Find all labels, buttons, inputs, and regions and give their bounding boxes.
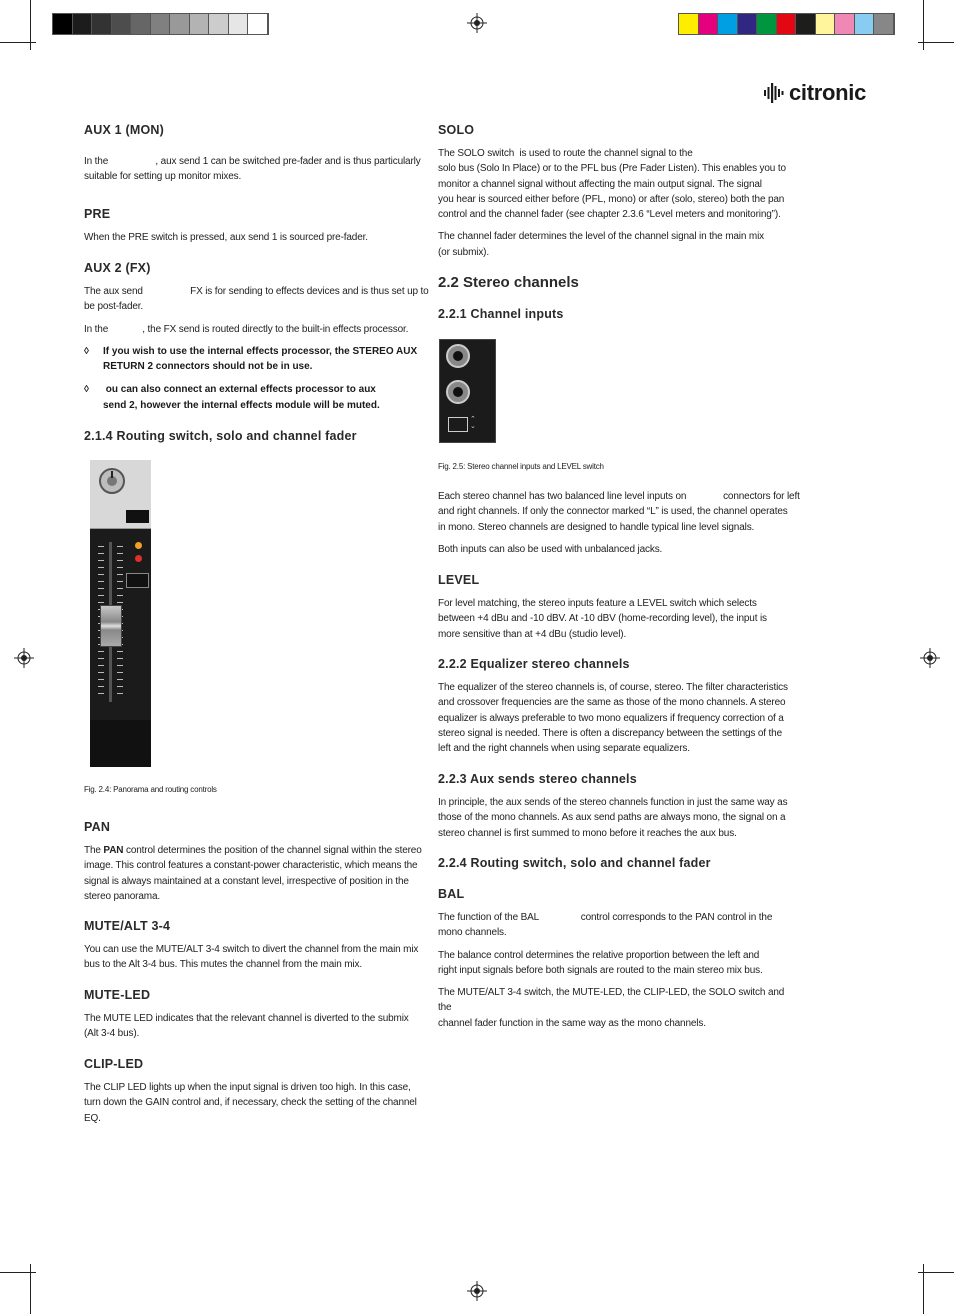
section-solo [438, 122, 798, 260]
color-swatch [679, 14, 699, 34]
clip-led-icon [135, 555, 142, 562]
gray-swatch [190, 14, 210, 34]
fader-tick [117, 693, 123, 694]
gray-swatch [112, 14, 132, 34]
aux1-body [84, 154, 429, 185]
text-line: turn down the GAIN control and, if necessary, check the setting of the channel EQ. [84, 1097, 417, 1124]
level-arrows-icon: ⌃ ⌄ [470, 416, 476, 430]
mute-alt-switch [126, 510, 149, 523]
text-line: In the , the FX send is routed directly to the built-in effects processor. [84, 323, 409, 335]
heading-routing-stereo: 2.2.4 Routing switch, solo and channel fader [438, 856, 711, 870]
text-line: The MUTE LED indicates that the relevant channel is diverted to the submix [84, 1013, 409, 1024]
crop-mark [918, 42, 954, 43]
heading-routing-mono: 2.1.4 Routing switch, solo and channel fader [84, 429, 357, 443]
fader-tick [117, 574, 123, 575]
fader-tick [117, 581, 123, 582]
text-line: The aux send FX is for sending to effects devices and is thus set up to [84, 286, 429, 297]
bullet-diamond-icon: ◊ [84, 384, 89, 396]
citronic-logo [764, 80, 866, 106]
registration-mark-icon [920, 648, 940, 668]
crop-mark [0, 1272, 36, 1273]
text-line: solo bus (Solo In Place) or to the PFL bus (Pre Fader Listen). This enables you to [438, 163, 786, 175]
text-line: and crossover frequencies are the same as those of the mono channels. A stereo [438, 697, 786, 709]
gray-swatch [209, 14, 229, 34]
text-line: The CLIP LED lights up when the input signal is driven too high. In this case, [84, 1082, 411, 1093]
text-line: You can use the MUTE/ALT 3-4 switch to divert the channel from the main mix [84, 944, 419, 955]
section-routing-mono [84, 428, 429, 444]
heading-aux2: AUX 2 (FX) [84, 261, 151, 275]
logo-wordmark: citronic [789, 80, 867, 105]
section-pre [84, 206, 429, 245]
registration-mark-icon [467, 13, 487, 33]
heading-eq-stereo: 2.2.2 Equalizer stereo channels [438, 657, 630, 671]
fader-tick [117, 679, 123, 680]
section-aux2 [84, 260, 429, 413]
grayscale-calibration-bar [52, 13, 269, 35]
section-pan [84, 819, 429, 904]
fader-tick [98, 651, 104, 652]
fader-tick [117, 672, 123, 673]
text-line: The MUTE/ALT 3-4 switch, the MUTE-LED, the CLIP-LED, the SOLO switch and the [438, 987, 785, 1014]
inputs-body [438, 489, 798, 557]
text-line: The equalizer of the stereo channels is, of course, stereo. The filter characteristics [438, 682, 788, 693]
color-swatch [835, 14, 855, 34]
fader-tick [98, 658, 104, 659]
left-column [84, 122, 429, 185]
text-line: The PAN control determines the position of the channel signal within the stereo [84, 845, 422, 856]
heading-mute-alt: MUTE/ALT 3-4 [84, 919, 171, 933]
fader-tick [117, 602, 123, 603]
fader-tick [117, 588, 123, 589]
text-line: The channel fader determines the level of the channel signal in the main mix [438, 231, 765, 243]
gray-swatch [170, 14, 190, 34]
heading-aux-stereo: 2.2.3 Aux sends stereo channels [438, 772, 637, 786]
text-line: If you wish to use the internal effects processor, the STEREO AUX [103, 345, 418, 357]
text-line: stereo panorama. [84, 890, 160, 902]
text-line: send 2, however the internal effects module will be muted. [103, 399, 380, 411]
section-mute-alt [84, 918, 429, 973]
fader-tick [98, 553, 104, 554]
text-line: The SOLO switch is used to route the channel signal to the [438, 148, 693, 159]
fader-tick [98, 665, 104, 666]
heading-mute-led: MUTE-LED [84, 988, 151, 1002]
fader-tick [98, 679, 104, 680]
fader-tick [117, 686, 123, 687]
section-mute-led [84, 987, 429, 1042]
text-line: signal is always maintained at a constant level, irrespective of position in the [84, 875, 409, 887]
bullet-item [84, 344, 429, 375]
heading-solo: SOLO [438, 123, 475, 137]
color-swatch [718, 14, 738, 34]
registration-mark-icon [14, 648, 34, 668]
color-swatch [796, 14, 816, 34]
fader-tick [98, 693, 104, 694]
heading-bal: BAL [438, 887, 465, 901]
section-stereo-channels [438, 273, 798, 293]
section-level [438, 572, 798, 642]
waveform-icon [764, 82, 786, 104]
text-line: stereo channel is first summed to mono before it reaches the aux bus. [438, 827, 737, 839]
fader-tick [117, 546, 123, 547]
text-line: The function of the BAL control corresponds to the PAN control in the [438, 912, 773, 923]
section-eq-stereo [438, 656, 798, 756]
section-clip-led [84, 1056, 434, 1126]
text-line: In the , aux send 1 can be switched pre-fader and is thus particularly [84, 156, 421, 167]
color-swatch [816, 14, 836, 34]
crop-mark [0, 42, 36, 43]
level-switch [448, 417, 468, 432]
text-line: Each stereo channel has two balanced line level inputs on connectors for left [438, 491, 800, 502]
figure-panorama-routing [90, 460, 151, 767]
fader-tick [117, 567, 123, 568]
pan-knob-icon [99, 468, 125, 494]
section-aux-stereo [438, 771, 798, 841]
text-line: control and the channel fader (see chapter 2.3.6 “Level meters and monitoring”). [438, 209, 781, 221]
crop-mark [918, 1272, 954, 1273]
section-channel-inputs [438, 306, 798, 322]
fader-tick [98, 686, 104, 687]
solo-switch [126, 573, 149, 588]
text-line: image. This control features a constant-power characteristic, which means the [84, 860, 418, 872]
text-line: RETURN 2 connectors should not be in use. [103, 361, 313, 373]
process-color-calibration-bar [678, 13, 895, 35]
bullet-item [84, 382, 429, 413]
section-bal [438, 886, 798, 1031]
heading-pre: PRE [84, 207, 111, 221]
color-swatch [874, 14, 894, 34]
fader-tick [117, 658, 123, 659]
fader-tick [117, 665, 123, 666]
heading-aux1: AUX 1 (MON) [84, 123, 164, 137]
text-line: In principle, the aux sends of the stereo channels function in just the same way as [438, 797, 788, 808]
text-line: be post-fader. [84, 301, 144, 313]
caption-fig-2-4: Fig. 2.4: Panorama and routing controls [84, 785, 217, 794]
text-line: mono channels. [438, 927, 507, 939]
fader-tick [98, 672, 104, 673]
gray-swatch [151, 14, 171, 34]
fader-tick [98, 546, 104, 547]
text-line: (Alt 3-4 bus). [84, 1028, 140, 1040]
fader-tick [98, 560, 104, 561]
text-line: suitable for setting up monitor mixes. [84, 171, 242, 183]
fader-tick [117, 595, 123, 596]
gray-swatch [229, 14, 249, 34]
gray-swatch [92, 14, 112, 34]
gray-swatch [131, 14, 151, 34]
caption-fig-2-5: Fig. 2.5: Stereo channel inputs and LEVEL switch [438, 462, 604, 471]
jack-input-l-icon [446, 344, 470, 368]
bold-word: PAN [103, 845, 124, 856]
heading-level: LEVEL [438, 573, 480, 587]
text-line: stereo signal is needed. There is often a discrepancy between the settings of the [438, 727, 782, 739]
text-line: Both inputs can also be used with unbalanced jacks. [438, 543, 663, 555]
text-line: When the PRE switch is pressed, aux send 1 is sourced pre-fader. [84, 232, 368, 243]
color-swatch [757, 14, 777, 34]
jack-input-r-icon [446, 380, 470, 404]
text-line: monitor a channel signal without affecting the main output signal. The signal [438, 178, 762, 190]
gray-swatch [248, 14, 268, 34]
channel-fader-knob [100, 605, 122, 647]
text-line: (or submix). [438, 246, 489, 258]
text-line: channel fader function in the same way as the mono channels. [438, 1017, 706, 1029]
text-line: you hear is sourced either before (PFL, mono) or after (solo, stereo) both the pan [438, 193, 785, 205]
text-line: between +4 dBu and -10 dBV. At -10 dBV (home-recording level), the input is [438, 613, 767, 625]
text-line: those of the mono channels. As aux send paths are always mono, the signal on a [438, 812, 786, 824]
mute-led-icon [135, 542, 142, 549]
figure-stereo-inputs [439, 339, 496, 443]
heading-channel-inputs: 2.2.1 Channel inputs [438, 307, 564, 321]
bullet-diamond-icon: ◊ [84, 345, 89, 357]
fader-tick [117, 553, 123, 554]
fader-tick [98, 595, 104, 596]
gray-swatch [53, 14, 73, 34]
color-swatch [777, 14, 797, 34]
heading-pan: PAN [84, 820, 111, 834]
fader-tick [98, 567, 104, 568]
text-line: in mono. Stereo channels are designed to handle typical line level signals. [438, 521, 755, 533]
fader-tick [98, 574, 104, 575]
text-line: For level matching, the stereo inputs feature a LEVEL switch which selects [438, 598, 757, 609]
fader-tick [98, 581, 104, 582]
color-swatch [855, 14, 875, 34]
heading-stereo-channels: 2.2 Stereo channels [438, 274, 579, 291]
color-swatch [738, 14, 758, 34]
text-line: more sensitive than at +4 dBu (studio level). [438, 628, 627, 640]
text-line: bus to the Alt 3-4 bus. This mutes the channel from the main mix. [84, 959, 362, 971]
section-routing-stereo [438, 855, 798, 871]
text-line: The balance control determines the relative proportion between the left and [438, 949, 760, 961]
fader-tick [98, 588, 104, 589]
heading-clip-led: CLIP-LED [84, 1057, 144, 1071]
color-swatch [699, 14, 719, 34]
fader-tick [117, 651, 123, 652]
fader-tick [98, 602, 104, 603]
registration-mark-icon [467, 1281, 487, 1301]
text-line: ou can also connect an external effects processor to aux [103, 384, 376, 396]
text-line: left and the right channels when using separate equalizers. [438, 743, 690, 755]
text-line: equalizer is always preferable to two mono equalizers if frequency correction of a [438, 712, 784, 724]
gray-swatch [73, 14, 93, 34]
text-line: and right channels. If only the connector marked “L” is used, the channel operates [438, 506, 788, 518]
text-line: right input signals before both signals are routed to the main stereo mix bus. [438, 964, 763, 976]
fader-tick [117, 560, 123, 561]
